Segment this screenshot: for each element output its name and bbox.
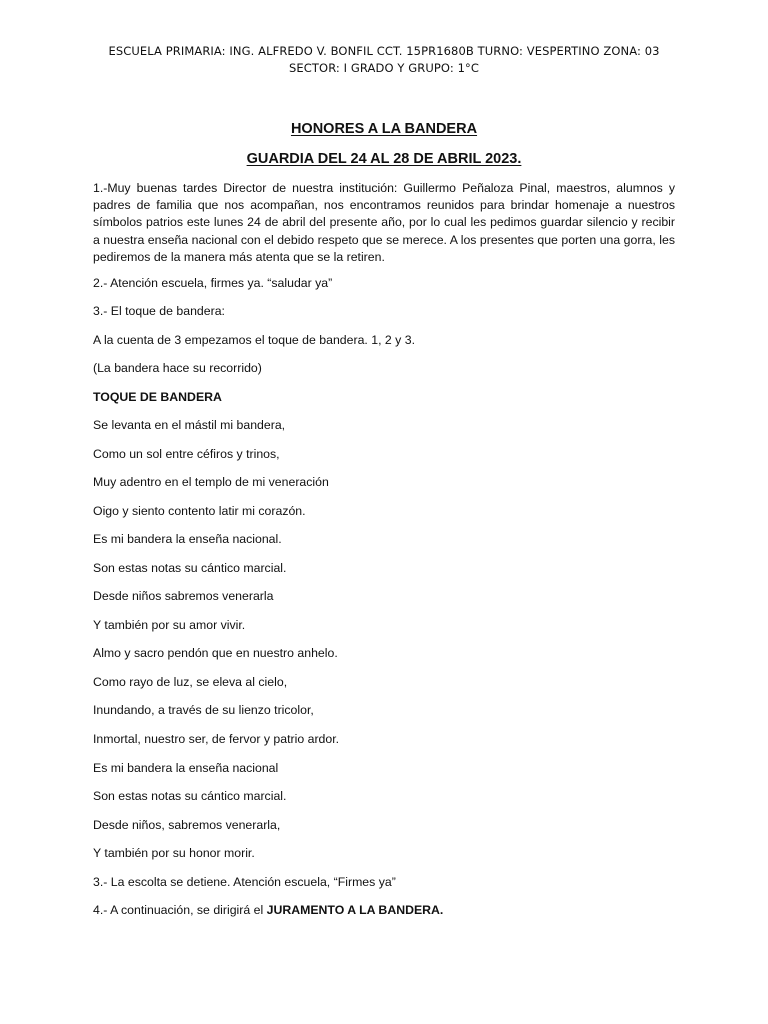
verse-line: Almo y sacro pendón que en nuestro anhelo.: [93, 646, 338, 660]
flag-route-note: (La bandera hace su recorrido): [93, 361, 262, 375]
escort-stop-line: 3.- La escolta se detiene. Atención escuela, “Firmes ya”: [93, 875, 396, 889]
school-header-line-2: SECTOR: I GRADO Y GRUPO: 1°C: [289, 61, 479, 75]
toque-heading: TOQUE DE BANDERA: [93, 390, 222, 404]
verse-line: Como un sol entre céfiros y trinos,: [93, 447, 280, 461]
verse-line: Muy adentro en el templo de mi veneración: [93, 475, 329, 489]
document-title: HONORES A LA BANDERA: [290, 121, 478, 137]
step-4-text: 4.- A continuación, se dirigirá el: [93, 903, 267, 917]
step-2-line: 2.- Atención escuela, firmes ya. “saludar ya”: [93, 276, 333, 290]
count-instruction: A la cuenta de 3 empezamos el toque de bandera. 1, 2 y 3.: [93, 333, 415, 347]
step-4-line: [93, 902, 693, 918]
verse-line: Oigo y siento contento latir mi corazón.: [93, 504, 306, 518]
verse-line: Son estas notas su cántico marcial.: [93, 561, 287, 575]
verse-line: Y también por su amor vivir.: [93, 618, 246, 632]
verse-line: Desde niños sabremos venerarla: [93, 589, 274, 603]
verse-line: Como rayo de luz, se eleva al cielo,: [93, 675, 288, 689]
intro-paragraph: 1.-Muy buenas tardes Director de nuestra institución: Guillermo Peñaloza Pinal, maestros, alumnos y padres de familia que nos acompañan, nos encontramos reunidos para brindar homenaje a nuestros símbolos patrios este lunes 24 de abril del presente año, por lo cual les pedimos guardar silencio y recibir a nuestra enseña nacional con el debido respeto que se merece. A los presentes que porten una gorra, les pediremos de la manera más atenta que se la retiren.: [93, 181, 675, 264]
document-subtitle: GUARDIA DEL 24 AL 28 DE ABRIL 2023.: [246, 151, 522, 167]
verse-line: Son estas notas su cántico marcial.: [93, 789, 287, 803]
verse-line: Es mi bandera la enseña nacional.: [93, 532, 282, 546]
verse-line: Desde niños, sabremos venerarla,: [93, 818, 281, 832]
juramento-emphasis: JURAMENTO A LA BANDERA.: [266, 903, 444, 917]
verse-line: Es mi bandera la enseña nacional: [93, 761, 279, 775]
verse-line: Se levanta en el mástil mi bandera,: [93, 418, 286, 432]
step-3-heading: 3.- El toque de bandera:: [93, 304, 225, 318]
verse-line: Inundando, a través de su lienzo tricolor,: [93, 703, 314, 717]
verse-line: Y también por su honor morir.: [93, 846, 255, 860]
school-header-line-1: ESCUELA PRIMARIA: ING. ALFREDO V. BONFIL CCT. 15PR1680B TURNO: VESPERTINO ZONA: 03: [108, 44, 660, 58]
verse-line: Inmortal, nuestro ser, de fervor y patrio ardor.: [93, 732, 340, 746]
